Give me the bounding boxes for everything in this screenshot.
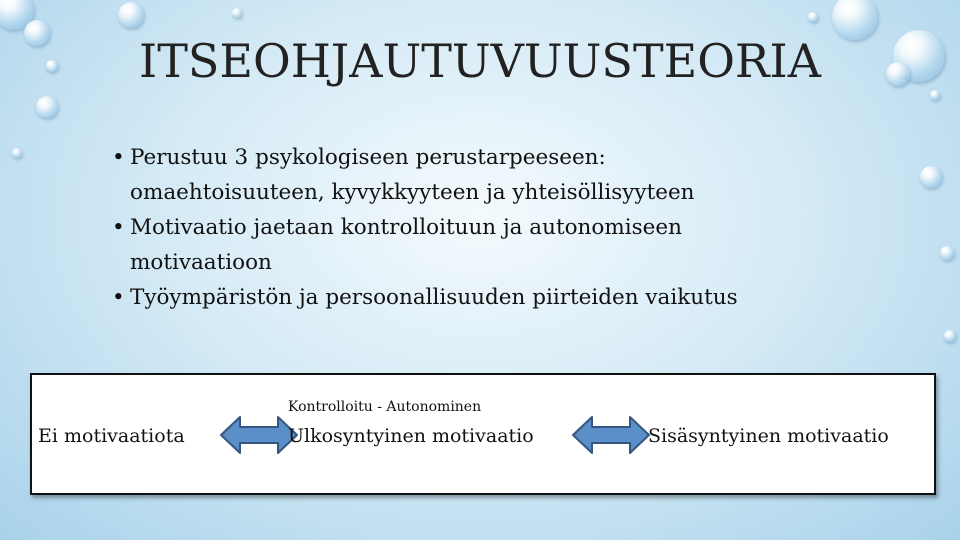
bullet-item xyxy=(112,210,872,280)
double-arrow-icon xyxy=(572,415,650,455)
middle-label: Ulkosyntyinen motivaatio xyxy=(288,425,534,447)
water-drop-decoration xyxy=(930,90,940,100)
slide-title: ITSEOHJAUTUVUUSTEORIA xyxy=(139,34,821,88)
bullet-icon: • xyxy=(112,285,125,310)
bullet-item xyxy=(112,140,872,210)
bullet-continuation: motivaatioon xyxy=(130,250,272,275)
double-arrow-shape xyxy=(573,417,649,453)
water-drop-decoration xyxy=(12,148,22,158)
bullet-continuation: omaehtoisuuteen, kyvykkyyteen ja yhteisöllisyyteen xyxy=(130,180,695,205)
water-drop-decoration xyxy=(920,166,942,188)
double-arrow-icon xyxy=(220,415,298,455)
bullet-list xyxy=(112,140,872,315)
bullet-icon: • xyxy=(112,145,125,170)
water-drop-decoration xyxy=(944,330,956,342)
bullet-text: Perustuu 3 psykologiseen perustarpeeseen: xyxy=(130,145,606,170)
bullet-icon: • xyxy=(112,215,125,240)
double-arrow-shape xyxy=(221,417,297,453)
right-label: Sisäsyntyinen motivaatio xyxy=(648,425,889,447)
water-drop-decoration xyxy=(808,12,818,22)
water-drop-decoration xyxy=(232,8,242,18)
bullet-text: Motivaatio jaetaan kontrolloituun ja autonomiseen xyxy=(130,215,682,240)
motivation-continuum-diagram xyxy=(30,373,936,495)
water-drop-decoration xyxy=(940,246,954,260)
water-drop-decoration xyxy=(36,96,58,118)
water-drop-decoration xyxy=(118,2,144,28)
bullet-item xyxy=(112,280,872,315)
bullet-text: Työympäristön ja persoonallisuuden piirteiden vaikutus xyxy=(130,285,738,310)
middle-caption: Kontrolloitu - Autonominen xyxy=(288,399,482,415)
left-label: Ei motivaatiota xyxy=(38,425,185,447)
